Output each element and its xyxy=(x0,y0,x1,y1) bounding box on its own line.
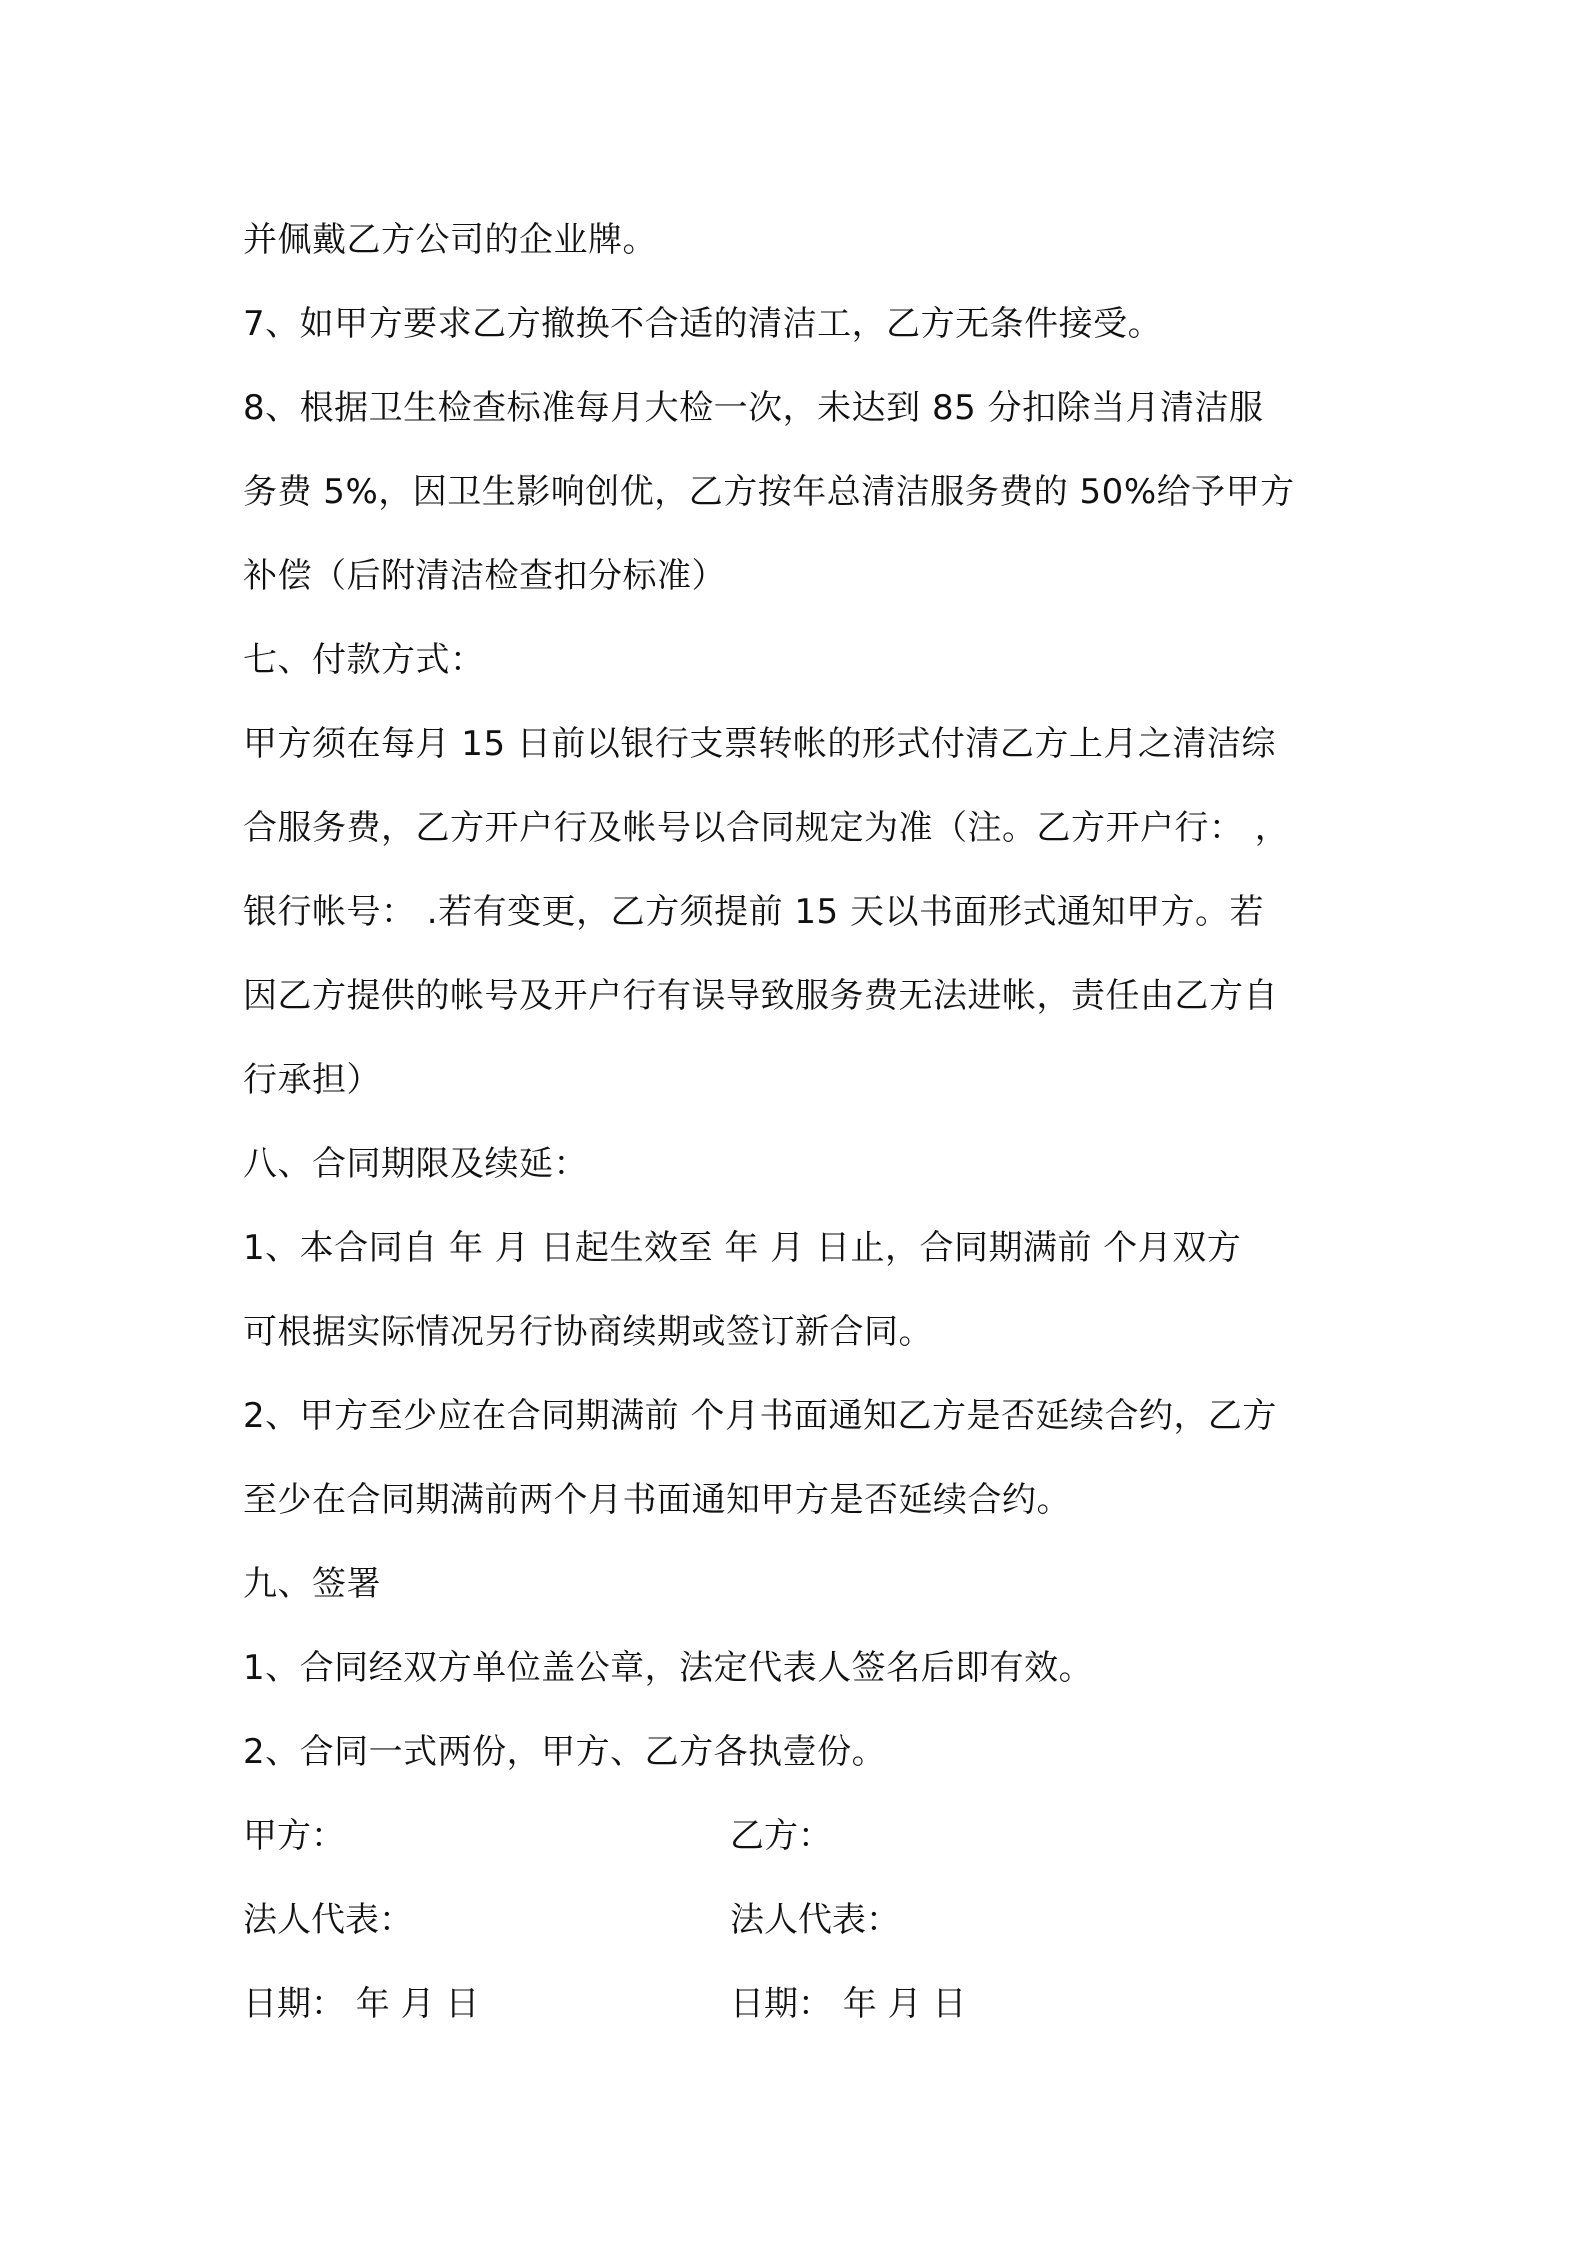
section-heading: 七、付款方式： xyxy=(243,640,485,680)
text-line: 并佩戴乙方公司的企业牌。 xyxy=(243,220,657,260)
text-line: 甲方须在每月 15 日前以银行支票转帐的形式付清乙方上月之清洁综 xyxy=(243,724,1276,764)
text-line: 务费 5%，因卫生影响创优，乙方按年总清洁服务费的 50%给予甲方 xyxy=(243,472,1295,512)
rep-a-label: 法人代表： xyxy=(243,1900,413,1940)
date-a-label: 日期： 年 月 日 xyxy=(243,1984,480,2024)
text-line: 1、合同经双方单位盖公章，法定代表人签名后即有效。 xyxy=(243,1648,1094,1688)
text-line: 因乙方提供的帐号及开户行有误导致服务费无法进帐，责任由乙方自 xyxy=(243,976,1278,1016)
party-a-label: 甲方： xyxy=(243,1816,345,1856)
text-line: 2、甲方至少应在合同期满前 个月书面通知乙方是否延续合约，乙方 xyxy=(243,1396,1277,1436)
text-line: 可根据实际情况另行协商续期或签订新合同。 xyxy=(243,1312,933,1352)
text-line: 1、本合同自 年 月 日起生效至 年 月 日止，合同期满前 个月双方 xyxy=(243,1228,1242,1268)
signature-date-row xyxy=(243,1962,1363,2046)
date-b-label: 日期： 年 月 日 xyxy=(730,1984,967,2024)
text-line: 7、如甲方要求乙方撤换不合适的清洁工，乙方无条件接受。 xyxy=(243,304,1163,344)
party-b-label: 乙方： xyxy=(730,1816,832,1856)
text-line: 8、根据卫生检查标准每月大检一次，未达到 85 分扣除当月清洁服 xyxy=(243,388,1264,428)
section-heading: 八、合同期限及续延： xyxy=(243,1144,588,1184)
signature-rep-row xyxy=(243,1878,1363,1962)
text-line: 合服务费，乙方开户行及帐号以合同规定为准（注。乙方开户行： ， xyxy=(243,808,1290,848)
text-line: 补偿（后附清洁检查扣分标准） xyxy=(243,556,726,596)
signature-party-row xyxy=(243,1794,1363,1878)
contract-text xyxy=(243,198,1363,2046)
text-line: 行承担） xyxy=(243,1060,381,1100)
rep-b-label: 法人代表： xyxy=(730,1900,900,1940)
section-heading: 九、签署 xyxy=(243,1564,381,1604)
text-line: 2、合同一式两份，甲方、乙方各执壹份。 xyxy=(243,1732,887,1772)
text-line: 银行帐号： .若有变更，乙方须提前 15 天以书面形式通知甲方。若 xyxy=(243,892,1264,932)
text-line: 至少在合同期满前两个月书面通知甲方是否延续合约。 xyxy=(243,1480,1071,1520)
